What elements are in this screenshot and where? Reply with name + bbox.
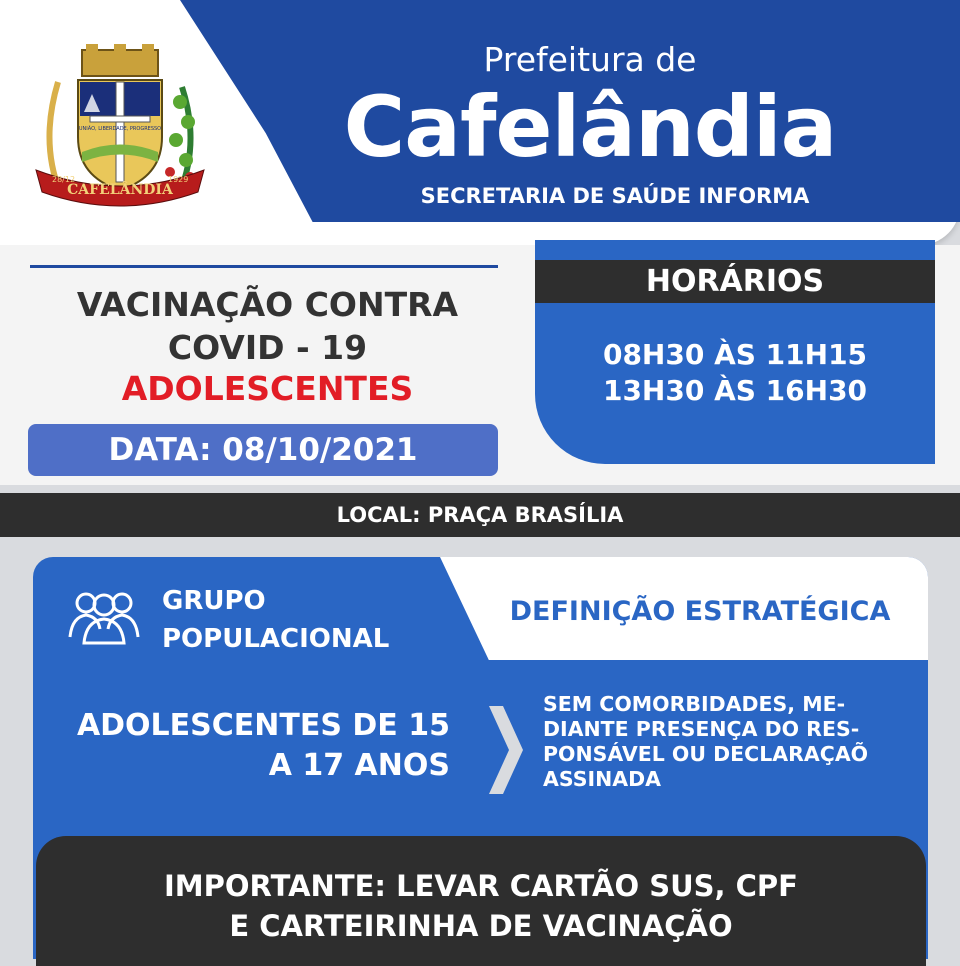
age-range-line1: ADOLESCENTES DE 15 <box>76 708 450 743</box>
definition-label: DEFINIÇÃO ESTRATÉGICA <box>509 596 891 627</box>
schedule-slot-morning: 08H30 ÀS 11H15 <box>602 338 868 371</box>
campaign-date-badge: DATA: 08/10/2021 <box>28 424 498 476</box>
header-prefeitura-label: Prefeitura de <box>483 40 697 79</box>
condition-line: SEM COMORBIDADES, ME- <box>543 692 846 716</box>
location-bar: LOCAL: PRAÇA BRASÍLIA <box>0 493 960 537</box>
important-notice <box>36 866 926 946</box>
group-label-line2: POPULACIONAL <box>162 624 390 654</box>
header-city-title: Cafelândia <box>343 78 837 176</box>
header-subtitle: SECRETARIA DE SAÚDE INFORMA <box>420 184 810 208</box>
age-range-line2: A 17 ANOS <box>268 748 450 783</box>
crest-name-text: CAFELÂNDIA <box>67 182 173 198</box>
people-group-icon <box>64 585 144 645</box>
campaign-title-line1: VACINAÇÃO CONTRA <box>76 285 459 324</box>
important-line2: E CARTEIRINHA DE VACINAÇÃO <box>229 909 733 943</box>
strategic-condition <box>543 692 933 792</box>
divider-line <box>30 265 498 268</box>
group-label-line1: GRUPO <box>162 586 266 616</box>
campaign-title-line2: COVID - 19 <box>167 328 368 367</box>
crest-motto: UNIÃO, LIBERDADE, PROGRESSO <box>78 126 162 132</box>
condition-line: PONSÁVEL OU DECLARAÇAÕ <box>543 742 869 766</box>
campaign-audience: ADOLESCENTES <box>121 369 414 408</box>
important-line1: IMPORTANTE: LEVAR CARTÃO SUS, CPF <box>163 869 798 903</box>
chevron-right-icon <box>485 706 525 794</box>
crest-year-left: 28/12 <box>52 175 76 184</box>
city-coat-of-arms <box>30 42 210 214</box>
age-range <box>40 706 450 786</box>
schedule-slot-afternoon: 13H30 ÀS 16H30 <box>602 374 868 407</box>
condition-line: DIANTE PRESENÇA DO RES- <box>543 717 860 741</box>
group-label <box>162 582 389 658</box>
condition-line: ASSINADA <box>543 767 662 791</box>
schedule-title: HORÁRIOS <box>535 260 935 303</box>
campaign-title <box>30 283 505 369</box>
crest-year-right: 1929 <box>168 175 189 184</box>
